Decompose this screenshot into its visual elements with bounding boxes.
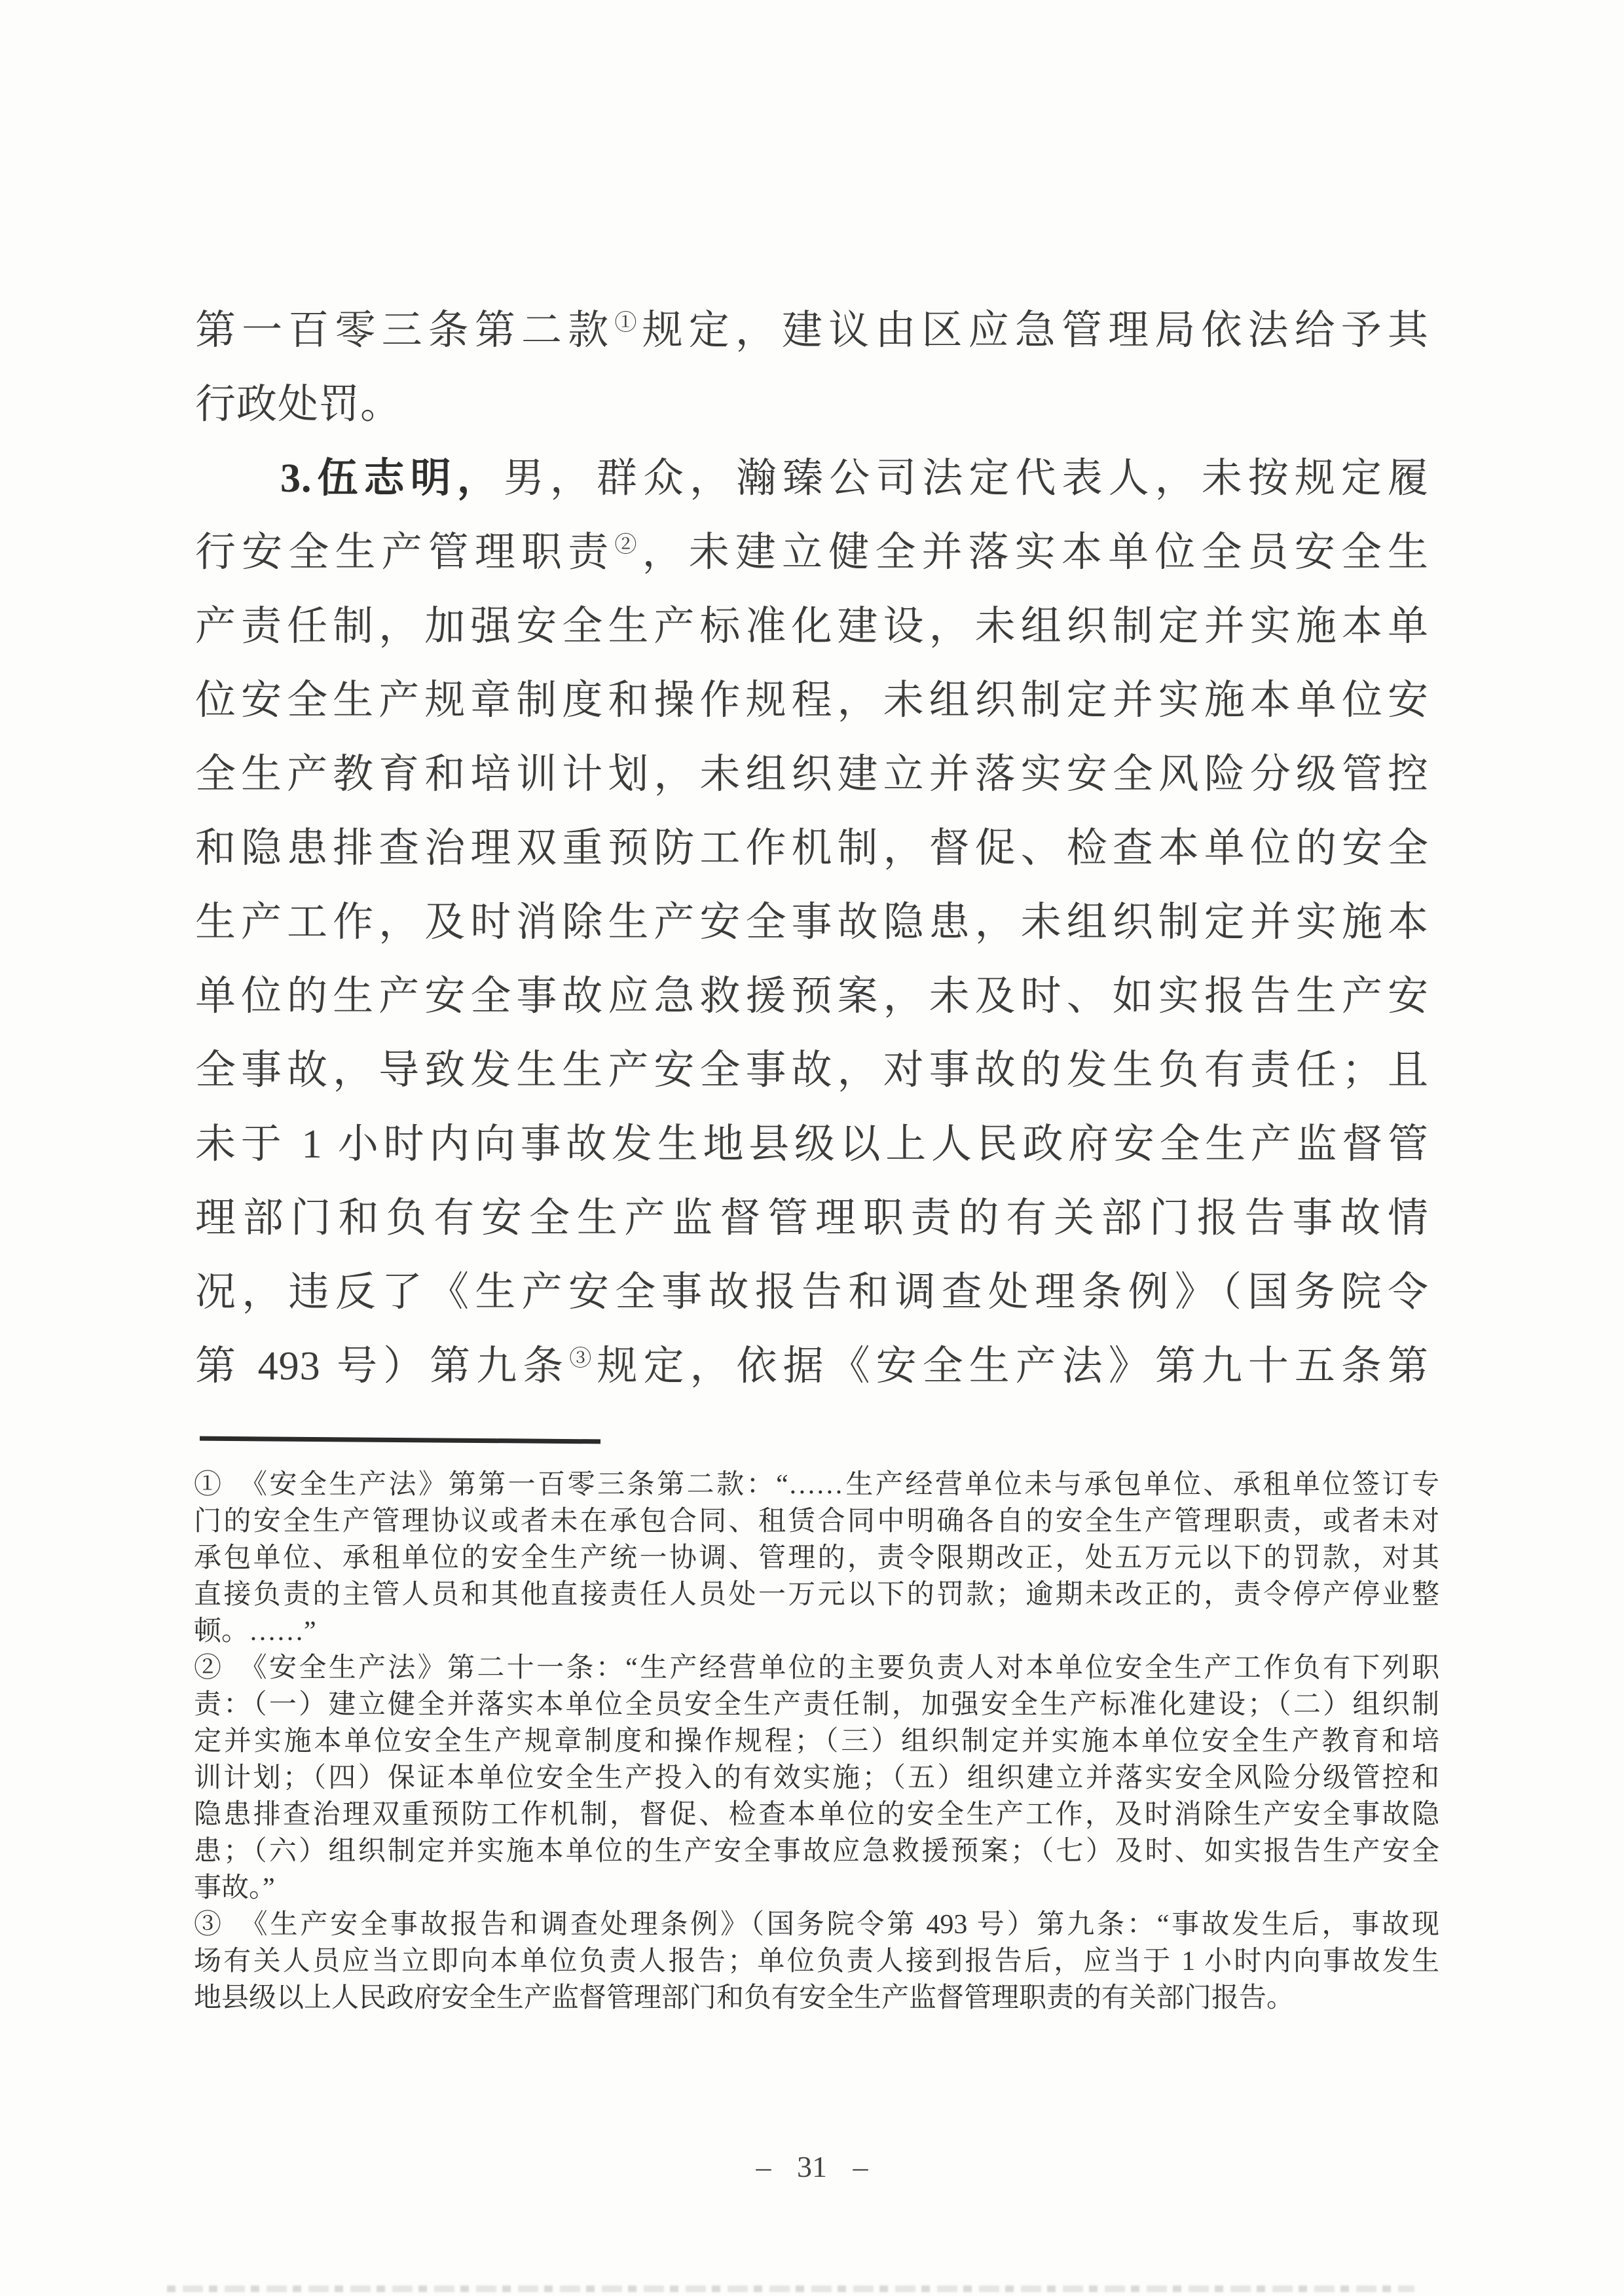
main-text-block — [195, 294, 1429, 1404]
body-text-line: 位安全生产规章制度和操作规程，未组织制定并实施本单位安 — [195, 678, 1429, 723]
footnote — [194, 1467, 1439, 1650]
footnote-line: 训计划；（四）保证本单位安全生产投入的有效实施；（五）组织建立并落实安全风险分级管控和 — [194, 1763, 1439, 1793]
footnote-line: 门的安全生产管理协议或者未在承包合同、租赁合同中明确各自的安全生产管理职责，或者未对 — [194, 1506, 1439, 1537]
body-text-line: 行政处罚。 — [195, 382, 402, 427]
body-text-line: 行安全生产管理职责②，未建立健全并落实本单位全员安全生 — [195, 530, 1429, 575]
footnote-line: 承包单位、承租单位的安全生产统一协调、管理的，责令限期改正，处五万元以下的罚款，对其 — [194, 1543, 1439, 1573]
footnote-separator — [200, 1436, 600, 1444]
footnote-ref-mark: ③ — [569, 1346, 597, 1371]
footnote-line: 责：（一）建立健全并落实本单位全员安全生产责任制，加强安全生产标准化建设；（二）组织制 — [194, 1690, 1439, 1720]
body-text-line: 第 493 号）第九条③规定，依据《安全生产法》第九十五条第 — [195, 1344, 1429, 1389]
paragraph — [195, 442, 1429, 1404]
footnote-line: ③ 《生产安全事故报告和调查处理条例》（国务院令第 493 号）第九条：“事故发生后，事故现 — [194, 1910, 1439, 1940]
body-text-line: 理部门和负有安全生产监督管理职责的有关部门报告事故情 — [195, 1196, 1429, 1241]
footnote — [194, 1906, 1439, 2016]
footnote-line: 患；（六）组织制定并实施本单位的生产安全事故应急救援预案；（七）及时、如实报告生产安全 — [194, 1836, 1439, 1867]
body-text-line: 和隐患排查治理双重预防工作机制，督促、检查本单位的安全 — [195, 826, 1429, 871]
footnote-line: ① 《安全生产法》第第一百零三条第二款：“……生产经营单位未与承包单位、承租单位签订专 — [194, 1470, 1439, 1500]
footnote-ref-mark: ① — [614, 310, 642, 335]
footnote-line: 直接负责的主管人员和其他直接责任人员处一万元以下的罚款；逾期未改正的，责令停产停业整 — [194, 1580, 1439, 1610]
footnote-line: 事故。” — [194, 1873, 275, 1903]
body-text-line: 产责任制，加强安全生产标准化建设，未组织制定并实施本单 — [195, 604, 1429, 649]
page-number: – 31 – — [756, 2150, 868, 2183]
footnote-line: 隐患排查治理双重预防工作机制，督促、检查本单位的安全生产工作，及时消除生产安全事故隐 — [194, 1800, 1439, 1830]
footnote-line: 定并实施本单位安全生产规章制度和操作规程；（三）组织制定并实施本单位安全生产教育和培 — [194, 1726, 1439, 1757]
footnote-ref-mark: ② — [614, 532, 642, 557]
footnote — [194, 1650, 1439, 1906]
person-name-bold: 3.伍志明， — [280, 456, 504, 501]
body-text-line: 生产工作，及时消除生产安全事故隐患，未组织制定并实施本 — [195, 900, 1429, 945]
footnote-line: 地县级以上人民政府安全生产监督管理部门和负有安全生产监督管理职责的有关部门报告。 — [194, 1983, 1295, 2013]
footnote-line: 顿。……” — [194, 1616, 316, 1647]
body-text-line: 3.伍志明，男，群众，瀚臻公司法定代表人，未按规定履 — [280, 456, 1429, 501]
body-text-line: 未于 1 小时内向事故发生地县级以上人民政府安全生产监督管 — [195, 1122, 1429, 1167]
body-text-line: 全生产教育和培训计划，未组织建立并落实安全风险分级管控 — [195, 752, 1429, 797]
body-text-line: 全事故，导致发生生产安全事故，对事故的发生负有责任；且 — [195, 1048, 1429, 1093]
body-text-line: 第一百零三条第二款①规定，建议由区应急管理局依法给予其 — [195, 308, 1429, 353]
body-text-line: 况，违反了《生产安全事故报告和调查处理条例》（国务院令 — [195, 1270, 1429, 1315]
body-text-line: 单位的生产安全事故应急救援预案，未及时、如实报告生产安 — [195, 974, 1429, 1019]
footnote-line: 场有关人员应当立即向本单位负责人报告；单位负责人接到报告后，应当于 1 小时内向事故发生 — [194, 1946, 1439, 1977]
scan-artifact — [167, 2286, 1414, 2292]
paragraph — [195, 294, 1429, 442]
footnote-line: ② 《安全生产法》第二十一条：“生产经营单位的主要负责人对本单位安全生产工作负有下列职 — [194, 1653, 1439, 1683]
footnotes-block — [194, 1467, 1439, 2016]
